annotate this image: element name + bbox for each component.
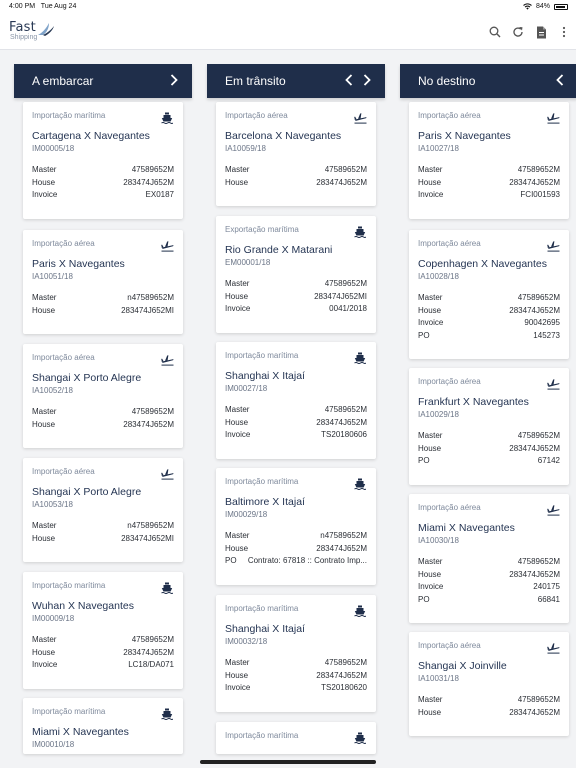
shipment-details [32,293,174,318]
detail-label: PO [225,556,237,565]
shipment-code: IM00010/18 [32,740,75,749]
detail-row [418,444,560,457]
shipment-route: Barcelona X Navegantes [225,130,342,142]
shipment-route: Shangai X Porto Alegre [32,372,142,384]
detail-label: House [418,707,442,717]
ship-icon [354,477,367,489]
detail-value: 283474J652M [509,177,560,187]
detail-row [32,635,174,648]
detail-label: House [418,443,442,453]
shipment-code: IA10031/18 [418,674,459,683]
shipment-type: Importação marítima [32,707,106,716]
detail-label: House [418,305,442,315]
airplane-icon [547,377,560,389]
shipment-details [418,431,560,469]
shipment-route: Paris X Navegantes [418,130,511,142]
chevron-right-icon [170,74,178,89]
detail-row [225,556,367,569]
detail-row [32,190,174,203]
column-nav [168,74,180,88]
detail-value: 47589652M [131,635,174,644]
detail-value: 283474J652M [316,670,367,680]
shipment-code: IA10028/18 [418,272,459,281]
shipment-route: Rio Grande X Matarani [225,244,333,256]
detail-label: Master [32,293,57,302]
column-nav [554,74,566,88]
shipment-type: Importação aérea [225,111,288,120]
detail-row [225,165,367,178]
detail-row [418,595,560,608]
detail-row [225,544,367,557]
detail-value: 283474J652MI [121,305,174,315]
shipment-card[interactable] [23,458,183,562]
shipment-card[interactable] [409,494,569,623]
detail-label: Master [32,407,57,416]
airplane-icon [161,353,174,365]
ship-icon [354,351,367,363]
shipment-code: IA10053/18 [32,500,73,509]
status-time: 4:00 PM [9,3,36,10]
detail-label: Master [32,521,57,530]
detail-value: 66841 [537,594,560,604]
detail-row [32,521,174,534]
column-title: No destino [418,74,476,88]
detail-value: 145273 [533,330,560,340]
refresh-button[interactable] [511,24,525,40]
detail-label: Master [225,531,250,540]
chevron-left-icon [556,74,564,89]
shipment-card[interactable] [216,595,376,712]
shipment-type: Importação marítima [225,604,299,613]
detail-label: Master [418,431,443,440]
column-header [400,64,576,98]
shipment-details [32,521,174,546]
detail-label: Master [418,695,443,704]
detail-label: House [225,177,249,187]
ship-icon [354,604,367,616]
shipment-code: IM00032/18 [225,637,268,646]
detail-label: Invoice [225,430,251,439]
detail-value: 47589652M [517,293,560,302]
column-header [14,64,192,98]
home-indicator[interactable] [200,760,376,764]
detail-row [32,534,174,547]
airplane-icon [547,239,560,251]
detail-value: 283474J652M [509,707,560,717]
detail-label: Master [32,165,57,174]
shipment-card[interactable] [409,102,569,219]
detail-row [418,431,560,444]
shipment-type: Importação aérea [418,239,481,248]
detail-row [32,420,174,433]
shipment-type: Importação aérea [32,239,95,248]
shipment-route: Shanghai X Itajaí [225,623,305,635]
detail-value: 283474J652MI [314,291,367,301]
airplane-icon [161,239,174,251]
detail-label: Invoice [225,683,251,692]
detail-row [418,331,560,344]
refresh-icon [512,26,524,38]
shipment-card[interactable] [23,102,183,219]
detail-label: Invoice [225,304,251,313]
detail-label: House [225,670,249,680]
detail-label: Master [225,658,250,667]
ship-icon [161,707,174,719]
battery-icon [554,4,568,10]
chevron-left-button[interactable] [554,74,566,88]
shipment-card[interactable] [409,230,569,359]
detail-value: 67142 [537,456,560,465]
detail-value: 283474J652M [123,177,174,187]
wifi-icon [523,3,532,10]
shipment-route: Baltimore X Itajaí [225,496,305,508]
detail-row [418,165,560,178]
detail-row [225,292,367,305]
detail-row [225,531,367,544]
shipment-details [418,165,560,203]
shipment-details [225,279,367,317]
ship-icon [354,731,367,743]
detail-row [225,671,367,684]
shipment-type: Importação marítima [32,111,106,120]
detail-label: House [225,291,249,301]
detail-value: FCI001593 [520,190,560,199]
chevron-right-icon [363,74,371,89]
shipment-route: Wuhan X Navegantes [32,600,134,612]
airplane-icon [547,641,560,653]
detail-row [418,318,560,331]
detail-row [418,456,560,469]
detail-row [225,430,367,443]
ship-icon [161,581,174,593]
more-vertical-icon [562,26,566,38]
detail-value: n47589652M [127,293,174,302]
shipment-code: IA10029/18 [418,410,459,419]
shipment-type: Importação aérea [418,503,481,512]
shipment-code: IA10052/18 [32,386,73,395]
detail-label: House [418,569,442,579]
detail-label: House [32,647,56,657]
shipment-card[interactable] [216,102,376,206]
shipment-type: Importação marítima [225,351,299,360]
detail-row [32,178,174,191]
search-icon [489,26,501,38]
detail-row [418,306,560,319]
shipment-details [418,557,560,607]
detail-label: PO [418,594,430,604]
shipment-code: IA10027/18 [418,144,459,153]
shipment-code: EM00001/18 [225,258,271,267]
detail-label: Master [225,279,250,288]
detail-row [32,306,174,319]
shipment-card[interactable] [23,344,183,448]
detail-label: PO [418,330,430,340]
airplane-icon [547,111,560,123]
detail-row [225,304,367,317]
detail-row [418,190,560,203]
detail-row [225,405,367,418]
shipment-route: Paris X Navegantes [32,258,125,270]
detail-value: 283474J652M [316,177,367,187]
shipment-code: IM00027/18 [225,384,268,393]
detail-row [418,557,560,570]
shipment-type: Importação aérea [418,377,481,386]
detail-value: EX0187 [145,190,174,199]
detail-row [225,683,367,696]
app-header [0,14,576,50]
shipment-details [418,695,560,720]
shipment-code: IA10051/18 [32,272,73,281]
detail-value: 47589652M [324,279,367,288]
shipment-card[interactable] [409,368,569,485]
detail-label: Invoice [418,190,444,199]
detail-row [225,658,367,671]
shipment-code: IA10030/18 [418,536,459,545]
shipment-type: Exportação marítima [225,225,299,234]
shipment-card[interactable] [216,722,376,754]
airplane-icon [161,467,174,479]
detail-value: 90042695 [524,318,560,327]
chevron-left-button[interactable] [343,74,355,88]
detail-label: Invoice [32,660,58,669]
detail-label: Master [418,165,443,174]
shipment-details [225,405,367,443]
detail-value: n47589652M [320,531,367,540]
detail-value: 47589652M [517,695,560,704]
document-button[interactable] [534,24,548,40]
detail-row [32,648,174,661]
shipment-type: Importação aérea [32,353,95,362]
detail-value: 47589652M [324,658,367,667]
shipment-type: Importação marítima [225,731,299,740]
column-title: Em trânsito [225,74,286,88]
shipment-route: Miami X Navegantes [418,522,515,534]
document-icon [536,26,547,39]
detail-value: 283474J652M [316,417,367,427]
shipment-type: Importação aérea [418,111,481,120]
column-2 [400,64,576,98]
shipment-details [418,293,560,343]
shipment-card[interactable] [216,216,376,333]
detail-label: House [32,533,56,543]
detail-value: 47589652M [324,165,367,174]
detail-row [225,178,367,191]
ship-icon [161,111,174,123]
chevron-right-button[interactable] [361,74,373,88]
detail-value: TS20180620 [321,683,367,692]
shipment-details [32,407,174,432]
detail-row [418,582,560,595]
detail-row [418,293,560,306]
shipment-details [225,658,367,696]
detail-row [32,293,174,306]
shipment-route: Shangai X Porto Alegre [32,486,142,498]
shipment-details [225,531,367,569]
ship-icon [354,225,367,237]
shipment-type: Importação aérea [32,467,95,476]
detail-value: 283474J652MI [121,533,174,543]
battery-percent: 84% [535,3,550,10]
search-button[interactable] [488,24,502,40]
detail-row [418,570,560,583]
shipment-code: IM00005/18 [32,144,75,153]
detail-label: Master [225,165,250,174]
detail-value: 47589652M [517,431,560,440]
logo-text-bottom: Shipping [10,34,38,41]
shipment-card[interactable] [409,632,569,736]
column-0 [14,64,192,98]
logo-wing-icon [37,21,55,37]
more-button[interactable] [557,24,571,40]
detail-value: 283474J652M [123,647,174,657]
detail-value: 283474J652M [316,543,367,553]
detail-label: Master [418,293,443,302]
detail-value: 47589652M [517,165,560,174]
detail-row [32,165,174,178]
airplane-icon [547,503,560,515]
shipment-route: Shanghai X Itajaí [225,370,305,382]
shipment-code: IM00009/18 [32,614,75,623]
shipment-code: IA10059/18 [225,144,266,153]
detail-row [225,279,367,292]
detail-value: n47589652M [127,521,174,530]
detail-value: Contrato: 67818 :: Contrato Imp... [247,556,367,565]
shipment-type: Importação marítima [225,477,299,486]
shipment-details [225,165,367,190]
detail-value: 0041/2018 [329,304,367,313]
detail-value: TS20180606 [321,430,367,439]
toolbar-actions [488,24,571,40]
status-right [523,3,568,10]
detail-label: House [225,417,249,427]
detail-row [418,178,560,191]
detail-label: House [32,305,56,315]
detail-value: 47589652M [324,405,367,414]
shipment-card[interactable] [23,230,183,334]
shipment-card[interactable] [23,572,183,689]
detail-value: 283474J652M [509,569,560,579]
shipment-details [32,635,174,673]
column-title: A embarcar [32,74,94,88]
shipment-code: IM00029/18 [225,510,268,519]
detail-label: Invoice [418,582,444,591]
detail-label: House [32,177,56,187]
shipment-card[interactable] [216,468,376,585]
chevron-left-icon [345,74,353,89]
column-nav [343,74,373,88]
status-date: Tue Aug 24 [40,3,77,10]
detail-label: PO [418,456,430,465]
detail-label: Master [418,557,443,566]
detail-label: House [32,419,56,429]
detail-value: 283474J652M [123,419,174,429]
shipment-card[interactable] [216,342,376,459]
detail-value: 47589652M [131,165,174,174]
logo-text-top: Fast [9,20,36,35]
shipment-route: Frankfurt X Navegantes [418,396,529,408]
detail-label: Invoice [418,318,444,327]
shipment-route: Copenhagen X Navegantes [418,258,548,270]
airplane-icon [354,111,367,123]
detail-value: 47589652M [517,557,560,566]
shipment-route: Shangai X Joinville [418,660,507,672]
column-1 [207,64,385,98]
detail-label: House [225,543,249,553]
detail-value: 47589652M [131,407,174,416]
status-bar [0,0,576,14]
detail-label: House [418,177,442,187]
detail-label: Master [225,405,250,414]
status-time-date [9,3,76,10]
detail-row [225,418,367,431]
detail-row [418,708,560,721]
detail-label: Master [32,635,57,644]
detail-row [32,660,174,673]
detail-value: 240175 [533,582,560,591]
shipment-details [32,165,174,203]
shipment-type: Importação marítima [32,581,106,590]
shipment-type: Importação aérea [418,641,481,650]
detail-label: Invoice [32,190,58,199]
chevron-right-button[interactable] [168,74,180,88]
detail-value: LC18/DA071 [128,660,174,669]
shipment-card[interactable] [23,698,183,754]
detail-value: 283474J652M [509,305,560,315]
column-header [207,64,385,98]
detail-value: 283474J652M [509,443,560,453]
shipment-route: Miami X Navegantes [32,726,129,738]
fast-shipping-logo [9,19,59,47]
detail-row [32,407,174,420]
detail-row [418,695,560,708]
shipment-route: Cartagena X Navegantes [32,130,150,142]
